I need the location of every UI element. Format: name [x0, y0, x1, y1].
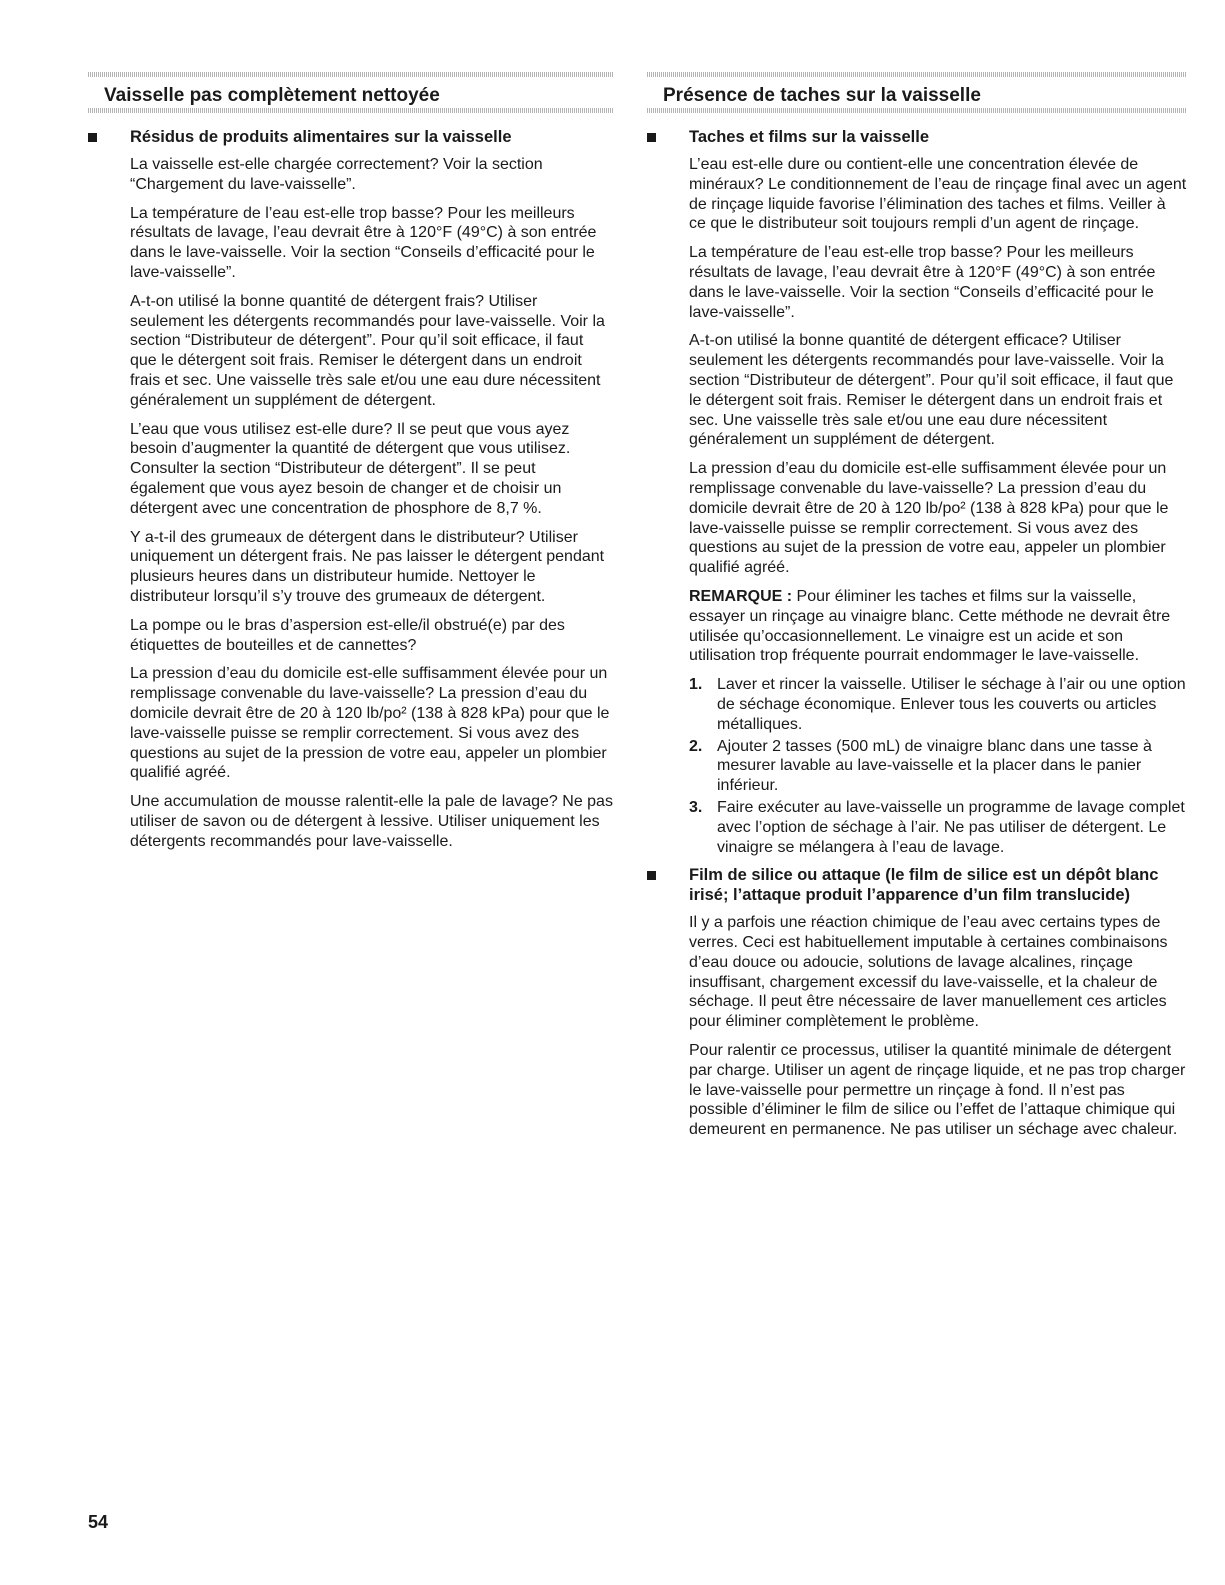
section-heading — [88, 72, 613, 113]
step-text: Ajouter 2 tasses (500 mL) de vinaigre blanc dans une tasse à mesurer lavable au lave-vaisselle et la placer dans le panier inférieur. — [717, 737, 1152, 795]
remark-text: Pour éliminer les taches et films sur la vaisselle, essayer un rinçage au vinaigre blanc. Cette méthode ne devrait être utilisée qu’occasionnellement. Le vinaigre est un acide et son utilisation trop fréquente pourrait endommager le lave-vaisselle. — [689, 587, 1171, 665]
paragraph: La température de l’eau est-elle trop basse? Pour les meilleurs résultats de lavage, l’eau devrait être à 120°F (49°C) à son entrée dans le lave-vaisselle. Voir la section “Conseils d’efficacité pour le lave-vaisselle”. — [130, 204, 597, 281]
remark-paragraph — [689, 587, 1187, 666]
paragraph: Il y a parfois une réaction chimique de l’eau avec certains types de verres. Ceci est habituellement imputable à certaines combinaisons d’eau douce ou adoucie, solutions de lavage alcalines, rinçage insuffisant, chargement excessif du lave-vaisselle, et la chaleur de séchage. Il peut être nécessaire de laver manuellement ces articles pour éliminer complètement le problème. — [689, 914, 1168, 1031]
remark-label: REMARQUE : — [689, 587, 793, 605]
paragraph: La vaisselle est-elle chargée correctement? Voir la section “Chargement du lave-vaisselle”. — [130, 156, 543, 193]
paragraph: La température de l’eau est-elle trop basse? Pour les meilleurs résultats de lavage, l’eau devrait être à 120°F (49°C) à son entrée dans le lave-vaisselle. Voir la section “Conseils d’efficacité pour le lave-vaisselle”. — [689, 244, 1156, 321]
bullet-heading — [647, 865, 1187, 905]
step-number: 1. — [689, 676, 703, 694]
bullet-title: Film de silice ou attaque (le film de silice est un dépôt blanc irisé; l’attaque produit l’apparence d’un film translucide) — [689, 866, 1159, 905]
bullet-title: Taches et films sur la vaisselle — [689, 128, 929, 146]
bullet-square-icon — [647, 871, 656, 880]
paragraph: La pompe ou le bras d’aspersion est-elle/il obstrué(e) par des étiquettes de bouteilles et de cannettes? — [130, 616, 565, 654]
steps-list — [689, 675, 1187, 857]
step-number: 3. — [689, 798, 703, 816]
paragraph: La pression d’eau du domicile est-elle suffisamment élevée pour un remplissage convenable du lave-vaisselle? La pression d’eau du domicile devrait être de 20 à 120 lb/po² (138 à 828 kPa) pour que le lave-vaisselle puisse se remplir correctement. Si vous avez des questions au sujet de la pression de votre eau, appeler un plombier qualifié agréé. — [689, 460, 1169, 577]
paragraph: L’eau est-elle dure ou contient-elle une concentration élevée de minéraux? Le conditionnement de l’eau de rinçage final avec un agent de rinçage liquide favorise l’élimination des taches et films. Veiller à ce que le distributeur soit toujours rempli d’un agent de rinçage. — [689, 156, 1187, 233]
bullet-heading — [647, 127, 1187, 147]
section-title: Présence de taches sur la vaisselle — [663, 85, 981, 106]
section-title: Vaisselle pas complètement nettoyée — [104, 85, 440, 106]
step-text: Faire exécuter au lave-vaisselle un programme de lavage complet avec l’option de séchage à l’air. Ne pas utiliser de détergent. Le vinaigre se mélangera à l’eau de lavage. — [717, 798, 1185, 856]
bullet-square-icon — [88, 133, 97, 142]
bullet-heading — [88, 127, 613, 147]
paragraph: A-t-on utilisé la bonne quantité de détergent efficace? Utiliser seulement les détergents recommandés pour lave-vaisselle. Voir la section “Distributeur de détergent”. Pour qu’il soit efficace, il faut que le détergent soit frais. Remiser le détergent dans un endroit frais et sec. Une vaisselle très sale et/ou une eau dure nécessitent généralement un supplément de détergent. — [689, 332, 1174, 449]
section-heading — [647, 72, 1187, 113]
right-column — [647, 72, 1187, 1149]
paragraph: A-t-on utilisé la bonne quantité de détergent frais? Utiliser seulement les détergents recommandés pour lave-vaisselle. Voir la section “Distributeur de détergent”. Pour qu’il soit efficace, il faut que le détergent soit frais. Remiser le détergent dans un endroit frais et sec. Une vaisselle très sale et/ou une eau dure nécessitent généralement un supplément de détergent. — [130, 292, 605, 409]
step-number: 2. — [689, 737, 703, 755]
paragraph: Pour ralentir ce processus, utiliser la quantité minimale de détergent par charge. Utiliser un agent de rinçage liquide, et ne pas trop charger le lave-vaisselle pour permettre un rinçage à fond. Il n’est pas possible d’éliminer le film de silice ou l’effet de l’attaque chimique qui demeurent en permanence. Ne pas utiliser un séchage avec chaleur. — [689, 1042, 1186, 1139]
bullet-square-icon — [647, 133, 656, 142]
left-column — [88, 72, 613, 861]
bullet-title: Résidus de produits alimentaires sur la vaisselle — [130, 128, 512, 146]
paragraph: Y a-t-il des grumeaux de détergent dans le distributeur? Utiliser uniquement un détergent frais. Ne pas laisser le détergent pendant plusieurs heures dans un distributeur humide. Nettoyer le distributeur lorsqu’il s’y trouve des grumeaux de détergent. — [130, 528, 605, 605]
list-item — [689, 798, 1187, 857]
paragraph: L’eau que vous utilisez est-elle dure? Il se peut que vous ayez besoin d’augmenter la quantité de détergent que vous utilisez. Consulter la section “Distributeur de détergent”. Il se peut également que vous ayez besoin de changer et de choisir un détergent avec une concentration de phosphore de 8,7 %. — [130, 420, 571, 517]
page-number: 54 — [88, 1512, 109, 1532]
step-text: Laver et rincer la vaisselle. Utiliser le séchage à l’air ou une option de séchage économique. Enlever tous les couverts ou articles métalliques. — [717, 676, 1186, 733]
list-item — [689, 737, 1187, 796]
paragraph: Une accumulation de mousse ralentit-elle la pale de lavage? Ne pas utiliser de savon ou de détergent à lessive. Utiliser uniquement les détergents recommandés pour lave-vaisselle. — [130, 793, 613, 850]
paragraph: La pression d’eau du domicile est-elle suffisamment élevée pour un remplissage convenable du lave-vaisselle? La pression d’eau du domicile devrait être de 20 à 120 lb/po² (138 à 828 kPa) pour que le lave-vaisselle puisse se remplir correctement. Si vous avez des questions au sujet de la pression de votre eau, appeler un plombier qualifié agréé. — [130, 665, 610, 782]
list-item — [689, 675, 1187, 734]
